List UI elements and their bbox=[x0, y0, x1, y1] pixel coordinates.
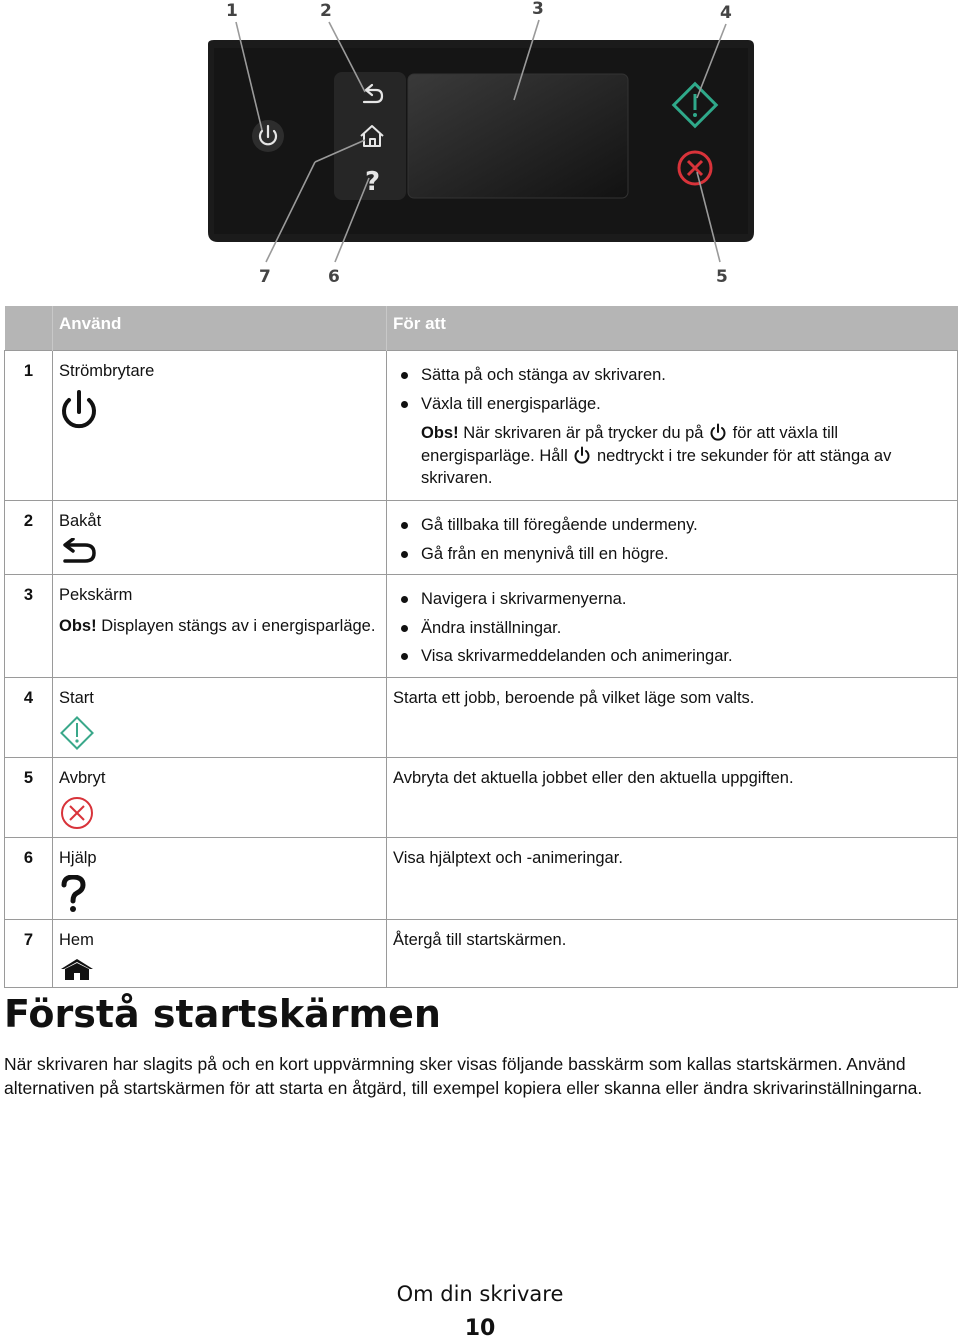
row-purpose bbox=[387, 351, 958, 501]
touchscreen bbox=[408, 74, 628, 198]
row-control-name: Hjälp bbox=[59, 848, 97, 867]
note-text: När skrivaren är på trycker du på bbox=[463, 424, 704, 442]
home-icon bbox=[59, 957, 95, 981]
table-row bbox=[5, 351, 958, 501]
row-purpose: Avbryta det aktuella jobbet eller den aktuella uppgiften. bbox=[387, 757, 958, 837]
row-number: 5 bbox=[5, 757, 53, 837]
row-control bbox=[53, 919, 387, 987]
list-item: Sätta på och stänga av skrivaren. bbox=[421, 361, 951, 390]
list-item: Gå från en menynivå till en högre. bbox=[421, 540, 951, 569]
row-control bbox=[53, 575, 387, 678]
power-note bbox=[421, 422, 951, 490]
row-number: 4 bbox=[5, 677, 53, 757]
start-icon bbox=[59, 715, 95, 751]
row-purpose bbox=[387, 501, 958, 575]
power-icon bbox=[59, 388, 99, 434]
note-label: Obs! bbox=[59, 617, 97, 635]
header-purpose: För att bbox=[387, 306, 958, 351]
list-item: Visa skrivarmeddelanden och animeringar. bbox=[421, 642, 951, 671]
panel-help-button: ? bbox=[365, 167, 381, 197]
row-purpose: Starta ett jobb, beroende på vilket läge som valts. bbox=[387, 677, 958, 757]
list-item: Växla till energisparläge. bbox=[421, 390, 951, 419]
callout-1: 1 bbox=[226, 1, 238, 21]
note-text: nedtryckt i tre sekunder för att stänga av skrivaren. bbox=[421, 446, 892, 487]
section-heading: Förstå startskärmen bbox=[4, 992, 441, 1036]
row-control bbox=[53, 677, 387, 757]
row-purpose bbox=[387, 575, 958, 678]
controls-table bbox=[4, 306, 958, 988]
table-row bbox=[5, 757, 958, 837]
row-purpose: Visa hjälptext och -animeringar. bbox=[387, 837, 958, 919]
page-number: 10 bbox=[464, 1316, 496, 1341]
row-number: 6 bbox=[5, 837, 53, 919]
row-number: 7 bbox=[5, 919, 53, 987]
control-panel-figure bbox=[0, 0, 960, 300]
row-control bbox=[53, 837, 387, 919]
note-text: för att växla till energisparläge. Håll bbox=[421, 424, 839, 465]
row-control-name: Start bbox=[59, 688, 94, 707]
row-number: 3 bbox=[5, 575, 53, 678]
callout-3: 3 bbox=[532, 0, 544, 19]
table-header-row bbox=[5, 306, 958, 351]
cancel-icon bbox=[59, 795, 95, 831]
section-body: När skrivaren har slagits på och en kort uppvärmning sker visas följande basskärm som kallas startskärmen. Använd alternativen på startskärmen för att starta en åtgärd, till exempel kopiera eller skanna eller ändra skrivarinställningarna. bbox=[4, 1054, 923, 1098]
table-row bbox=[5, 919, 958, 987]
header-num bbox=[5, 306, 53, 351]
header-use: Använd bbox=[53, 306, 387, 351]
footer-title: Om din skrivare bbox=[396, 1282, 564, 1306]
row-control-name: Avbryt bbox=[59, 768, 106, 787]
row-purpose: Återgå till startskärmen. bbox=[387, 919, 958, 987]
callout-5: 5 bbox=[716, 267, 728, 287]
row-control bbox=[53, 501, 387, 575]
callout-2: 2 bbox=[320, 1, 332, 21]
row-control-name: Hem bbox=[59, 930, 94, 949]
table-row bbox=[5, 501, 958, 575]
list-item: Navigera i skrivarmenyerna. bbox=[421, 585, 951, 614]
callout-7: 7 bbox=[259, 267, 271, 287]
row-control-name: Strömbrytare bbox=[59, 362, 155, 380]
row-control bbox=[53, 757, 387, 837]
row-number: 1 bbox=[5, 351, 53, 501]
table-row bbox=[5, 575, 958, 678]
power-icon bbox=[710, 423, 726, 441]
touchscreen-note bbox=[59, 616, 380, 637]
table-row bbox=[5, 677, 958, 757]
back-icon bbox=[59, 538, 99, 566]
row-control bbox=[53, 351, 387, 501]
row-control-name: Bakåt bbox=[59, 512, 102, 530]
list-item: Ändra inställningar. bbox=[421, 614, 951, 643]
panel-power-button bbox=[252, 120, 284, 152]
note-text: Displayen stängs av i energisparläge. bbox=[101, 617, 376, 635]
power-icon bbox=[574, 446, 590, 464]
row-number: 2 bbox=[5, 501, 53, 575]
row-control-name: Pekskärm bbox=[59, 586, 133, 604]
callout-4: 4 bbox=[720, 3, 732, 23]
callout-6: 6 bbox=[328, 267, 340, 287]
list-item: Gå tillbaka till föregående undermeny. bbox=[421, 511, 951, 540]
note-label: Obs! bbox=[421, 424, 459, 442]
table-row bbox=[5, 837, 958, 919]
help-icon bbox=[59, 875, 89, 913]
